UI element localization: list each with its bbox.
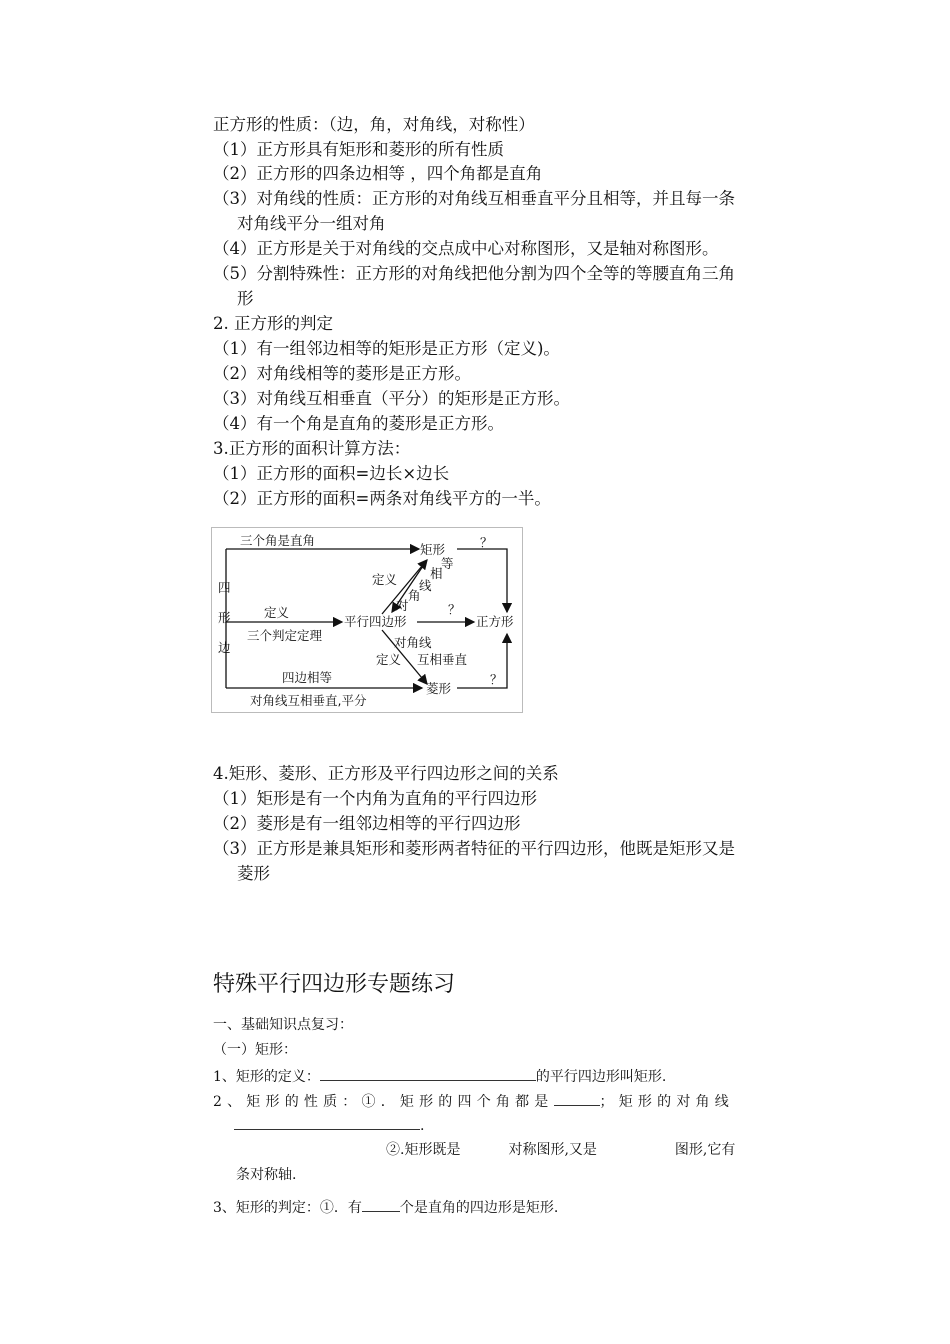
arrow-rectangle-to-square bbox=[457, 549, 507, 612]
question-1 bbox=[213, 1065, 666, 1088]
area-heading: 3.正方形的面积计算方法： bbox=[213, 439, 411, 458]
property-2: （2）正方形的四条边相等 ，四个角都是直角 bbox=[213, 164, 543, 183]
property-3-cont: 对角线平分一组对角 bbox=[237, 214, 386, 233]
judgement-4: （4）有一个角是直角的菱形是正方形。 bbox=[213, 414, 504, 433]
label-definition-top: 定义 bbox=[372, 572, 398, 587]
question-bottom: ？ bbox=[490, 672, 503, 687]
property-4: （4）正方形是关于对角线的交点成中心对称图形，又是轴对称图形。 bbox=[213, 239, 719, 258]
question-3 bbox=[213, 1196, 558, 1219]
label-equal-1: 等 bbox=[441, 556, 454, 571]
property-5: （5）分割特殊性：正方形的对角线把他分割为四个全等的等腰直角三角 bbox=[213, 264, 735, 283]
quad-char-2: 形 bbox=[218, 610, 231, 625]
area-1: （1）正方形的面积=边长×边长 bbox=[213, 464, 450, 483]
label-bottom-diagonal: 对角线互相垂直,平分 bbox=[250, 693, 367, 708]
quad-char-1: 四 bbox=[218, 580, 231, 595]
question-1-prefix: 1、矩形的定义： bbox=[213, 1069, 320, 1085]
answer-blank-2b[interactable] bbox=[234, 1114, 420, 1130]
question-2-mid: ；矩形的对角线 bbox=[599, 1094, 734, 1110]
question-2b-prefix: ②.矩形既是 bbox=[386, 1142, 461, 1158]
label-equal-3: 线 bbox=[419, 578, 432, 593]
question-top: ？ bbox=[480, 535, 493, 550]
node-rhombus: 菱形 bbox=[426, 681, 452, 696]
properties-heading: 正方形的性质：（边，角，对角线，对称性） bbox=[213, 115, 535, 134]
label-diagonal: 对角线 bbox=[394, 635, 432, 650]
question-2-end: . bbox=[420, 1118, 425, 1134]
question-2b-suffix: 图形,它有 bbox=[674, 1142, 736, 1158]
property-5-cont: 形 bbox=[237, 289, 254, 308]
judgement-3: （3）对角线互相垂直（平分）的矩形是正方形。 bbox=[213, 389, 570, 408]
question-2b-mid: 对称图形,又是 bbox=[508, 1142, 597, 1158]
area-2: （2）正方形的面积=两条对角线平方的一半。 bbox=[213, 489, 551, 508]
question-middle: ？ bbox=[448, 602, 461, 617]
relationship-diagram bbox=[211, 527, 523, 713]
question-2-part2 bbox=[386, 1139, 735, 1161]
property-3: （3）对角线的性质：正方形的对角线互相垂直平分且相等，并且每一条 bbox=[213, 189, 735, 208]
question-2 bbox=[213, 1090, 734, 1113]
property-1: （1）正方形具有矩形和菱形的所有性质 bbox=[213, 140, 504, 159]
node-square: 正方形 bbox=[476, 614, 514, 629]
label-equal-2: 相 bbox=[430, 566, 443, 581]
section-basics: 一、基础知识点复习： bbox=[213, 1017, 353, 1033]
label-perpendicular: 互相垂直 bbox=[417, 652, 468, 667]
label-definition-left: 定义 bbox=[264, 605, 290, 620]
label-three-theorems: 三个判定定理 bbox=[247, 628, 323, 643]
label-diag-1: 对 bbox=[396, 598, 409, 613]
relation-3-cont: 菱形 bbox=[237, 864, 270, 883]
node-parallelogram: 平行四边形 bbox=[344, 614, 407, 629]
label-four-sides-equal: 四边相等 bbox=[282, 670, 333, 685]
answer-blank-1[interactable] bbox=[320, 1065, 536, 1081]
question-2-text: 2、矩形的性质：①．矩形的四个角都是 bbox=[213, 1094, 554, 1110]
relation-2: （2）菱形是有一组邻边相等的平行四边形 bbox=[213, 814, 521, 833]
judgement-1: （1）有一组邻边相等的矩形是正方形（定义)。 bbox=[213, 339, 560, 358]
answer-blank-2a[interactable] bbox=[554, 1090, 600, 1106]
question-2-line2 bbox=[234, 1114, 424, 1137]
question-3-suffix: 个是直角的四边形是矩形. bbox=[399, 1200, 559, 1216]
judgement-2: （2）对角线相等的菱形是正方形。 bbox=[213, 364, 471, 383]
relation-1: （1）矩形是有一个内角为直角的平行四边形 bbox=[213, 789, 537, 808]
node-rectangle: 矩形 bbox=[420, 542, 446, 557]
label-equal-4: 角 bbox=[408, 588, 421, 603]
question-3-prefix: 3、矩形的判定：①．有 bbox=[213, 1200, 362, 1216]
subsection-rectangle: （一）矩形： bbox=[213, 1042, 297, 1058]
judgement-heading: 2. 正方形的判定 bbox=[213, 314, 333, 333]
label-definition-bottom: 定义 bbox=[376, 652, 402, 667]
label-three-right-angles: 三个角是直角 bbox=[240, 533, 316, 548]
question-1-suffix: 的平行四边形叫矩形. bbox=[535, 1069, 667, 1085]
relation-3: （3）正方形是兼具矩形和菱形两者特征的平行四边形，他既是矩形又是 bbox=[213, 839, 735, 858]
quad-char-3: 边 bbox=[218, 640, 231, 655]
relation-heading: 4.矩形、菱形、正方形及平行四边形之间的关系 bbox=[213, 764, 559, 783]
answer-blank-3[interactable] bbox=[362, 1196, 400, 1212]
question-2-part3: 条对称轴. bbox=[236, 1167, 297, 1183]
practice-title: 特殊平行四边形专题练习 bbox=[213, 972, 456, 997]
